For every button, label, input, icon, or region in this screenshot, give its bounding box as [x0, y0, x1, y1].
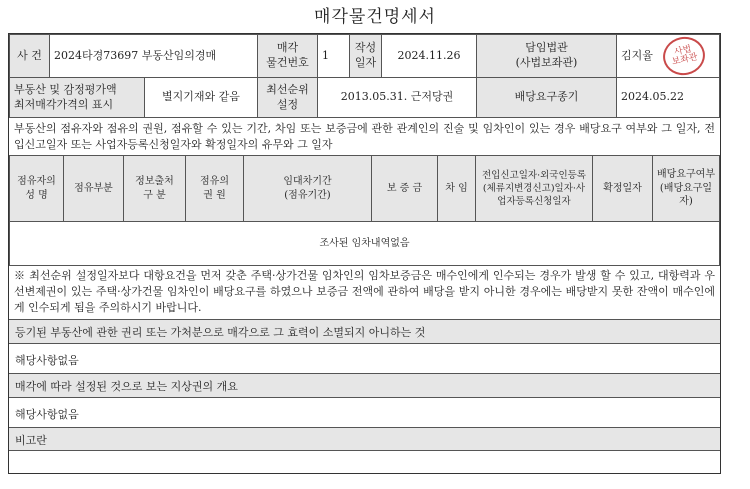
col-occupant-name: 점유자의 성 명 — [10, 156, 64, 222]
col-fixed-date: 확정일자 — [593, 156, 653, 222]
date-value: 2024.11.26 — [382, 35, 477, 78]
case-label: 사 건 — [10, 35, 50, 78]
section-title-surface-rights: 매각에 따라 설정된 것으로 보는 지상권의 개요 — [9, 374, 720, 398]
occupancy-table — [9, 155, 720, 266]
sale-statement-form — [8, 33, 721, 474]
section-content-unextinguished-rights: 해당사항없음 — [9, 344, 720, 374]
col-info-source: 정보출처 구 분 — [124, 156, 186, 222]
col-occupancy-title: 점유의 권 원 — [186, 156, 244, 222]
col-deposit: 보 증 금 — [372, 156, 438, 222]
notice-text: ※ 최선순위 설정일자보다 대항요건을 먼저 갖춘 주택·상가건물 임차인의 임차보증금은 매수인에게 인수되는 경우가 발생 할 수 있고, 대항력과 우선변제권이 있는 주택·상가건물 임차인이 배당요구를 하였으나 보증금 전액에 관하여 배당을 받지 아니한 경우에는 배당받지 못한 잔액이 매수인에게 인수되게 됨을 주의하시기 바랍니다. — [9, 265, 720, 320]
section-title-unextinguished-rights: 등기된 부동산에 관한 권리 또는 가처분으로 매각으로 그 효력이 소멸되지 아니하는 것 — [9, 320, 720, 344]
judge-cell — [617, 35, 720, 78]
header-table — [9, 34, 720, 118]
occupancy-header-row — [10, 156, 720, 222]
section-content-remarks — [9, 451, 720, 475]
claim-deadline-value: 2024.05.22 — [617, 78, 720, 118]
date-label: 작성 일자 — [350, 35, 382, 78]
item-no-label: 매각 물건번호 — [258, 35, 318, 78]
judge-value: 김지율 — [621, 48, 653, 62]
section-content-surface-rights: 해당사항없음 — [9, 398, 720, 428]
priority-value: 2013.05.31. 근저당권 — [318, 78, 477, 118]
judge-label: 담임법관 (사법보좌관) — [477, 35, 617, 78]
claim-deadline-label: 배당요구종기 — [477, 78, 617, 118]
item-no-value: 1 — [318, 35, 350, 78]
col-registration-date: 전입신고일자·외국인등록(체류지변경신고)일자·사업자등록신청일자 — [476, 156, 593, 222]
col-rent: 차 임 — [438, 156, 476, 222]
col-dividend-claim: 배당요구여부 (배당요구일자) — [653, 156, 720, 222]
priority-label: 최선순위 설정 — [258, 78, 318, 118]
appraisal-label: 부동산 및 감정평가액 최저매각가격의 표시 — [10, 78, 145, 118]
case-value: 2024타경73697 부동산임의경매 — [50, 35, 258, 78]
occupancy-intro: 부동산의 점유자와 점유의 권원, 점유할 수 있는 기간, 차임 또는 보증금에 관한 관계인의 진술 및 임차인이 있는 경우 배당요구 여부와 그 일자, 전입신고일자 또는 사업자등록신청일자와 확정일자의 유무와 그 일자 — [9, 118, 720, 156]
section-title-remarks: 비고란 — [9, 428, 720, 451]
occupancy-empty-message: 조사된 임차내역없음 — [10, 222, 720, 266]
col-occupied-part: 점유부분 — [64, 156, 124, 222]
col-lease-period: 임대차기간 (점유기간) — [244, 156, 372, 222]
appraisal-value: 별지기재와 같음 — [145, 78, 258, 118]
official-seal-icon: 사법 보좌관 — [659, 35, 708, 78]
document-title: 매각물건명세서 — [314, 7, 436, 27]
